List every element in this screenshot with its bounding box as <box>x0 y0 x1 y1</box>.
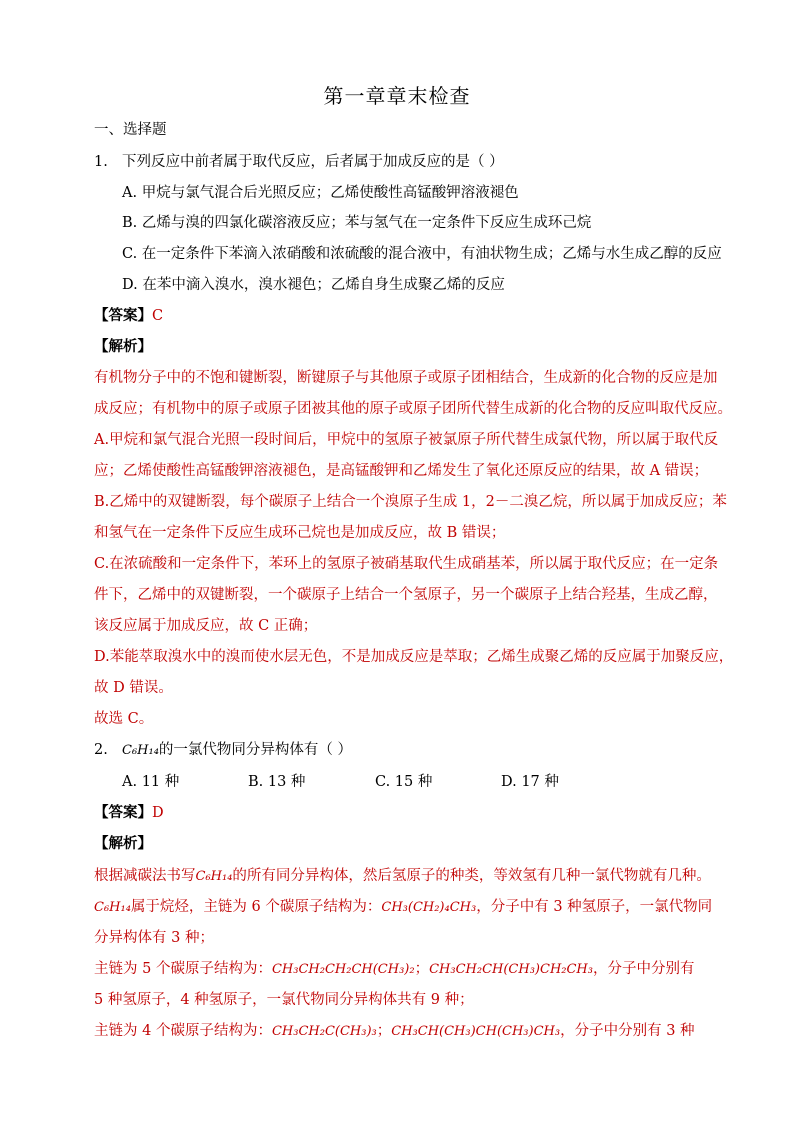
answer-value: C <box>152 308 164 324</box>
analysis-line: B.乙烯中的双键断裂，每个碳原子上结合一个溴原子生成 1，2－二溴乙烷，所以属于加成反应；苯 <box>94 494 727 510</box>
answer-value: D <box>152 805 164 821</box>
question-number: 1. <box>94 154 108 170</box>
option-c: C. 15 种 <box>375 774 433 790</box>
analysis-line: 主链为 4 个碳原子结构为：CH₃CH₂C(CH₃)₃；CH₃CH(CH₃)CH(CH₃)CH₃，分子中分别有 3 种 <box>94 1023 695 1039</box>
option-c: C. 在一定条件下苯滴入浓硝酸和浓硫酸的混合液中，有油状物生成；乙烯与水生成乙醇的反应 <box>122 246 722 262</box>
analysis-line: A.甲烷和氯气混合光照一段时间后，甲烷中的氢原子被氯原子所代替生成氯代物，所以属于取代反 <box>94 432 719 448</box>
answer-line <box>94 803 164 823</box>
formula: C₆H₁₄ <box>195 869 233 884</box>
option-b: B. 13 种 <box>248 774 306 790</box>
formula: CH₃CH₂CH₂CH(CH₃)₂ <box>271 962 415 977</box>
question-stem: 的一氯代物同分异构体有（ ） <box>158 742 353 758</box>
question-2 <box>94 740 352 761</box>
answer-label: 【答案】 <box>94 307 152 324</box>
analysis-line: 该反应属于加成反应，故 C 正确； <box>94 618 318 634</box>
analysis-line: 根据减碳法书写C₆H₁₄的所有同分异构体，然后氢原子的种类，等效氢有几种一氯代物就有几种。 <box>94 868 711 884</box>
analysis-line: 故 D 错误。 <box>94 680 173 696</box>
option-d: D. 在苯中滴入溴水，溴水褪色；乙烯自身生成聚乙烯的反应 <box>122 277 505 293</box>
analysis-line: C₆H₁₄属于烷烃，主链为 6 个碳原子结构为：CH₃(CH₂)₄CH₃，分子中有 3 种氢原子，一氯代物同 <box>94 899 713 915</box>
analysis-line: 5 种氢原子，4 种氢原子，一氯代物同分异构体共有 9 种； <box>94 992 474 1008</box>
section-heading: 一、选择题 <box>94 122 167 138</box>
analysis-line: 和氢气在一定条件下反应生成环己烷也是加成反应，故 B 错误； <box>94 525 506 541</box>
option-b: B. 乙烯与溴的四氯化碳溶液反应；苯与氢气在一定条件下反应生成环己烷 <box>122 215 592 231</box>
question-number: 2. <box>94 742 108 758</box>
formula: CH₃CH₂C(CH₃)₃ <box>271 1024 377 1039</box>
question-stem: 下列反应中前者属于取代反应，后者属于加成反应的是（ ） <box>122 154 504 170</box>
formula: CH₃CH₂CH(CH₃)CH₂CH₃ <box>429 962 593 977</box>
analysis-line: 成反应；有机物中的原子或原子团被其他的原子或原子团所代替生成新的化合物的反应叫取代反应。 <box>94 401 732 417</box>
analysis-line: 有机物分子中的不饱和键断裂，断键原子与其他原子或原子团相结合，生成新的化合物的反应是加 <box>94 370 718 386</box>
analysis-label: 【解析】 <box>94 835 152 852</box>
option-a: A. 11 种 <box>122 774 180 790</box>
option-d: D. 17 种 <box>501 774 559 790</box>
formula: CH₃CH(CH₃)CH(CH₃)CH₃ <box>391 1024 561 1039</box>
answer-line <box>94 306 163 326</box>
option-a: A. 甲烷与氯气混合后光照反应；乙烯使酸性高锰酸钾溶液褪色 <box>122 185 519 201</box>
formula: C₆H₁₄ <box>122 743 159 758</box>
formula: CH₃(CH₂)₄CH₃ <box>381 900 477 915</box>
analysis-line: 应；乙烯使酸性高锰酸钾溶液褪色，是高锰酸钾和乙烯发生了氧化还原反应的结果，故 A 错误； <box>94 463 709 479</box>
analysis-label: 【解析】 <box>94 338 152 355</box>
conclusion-line: 故选 C。 <box>94 711 154 727</box>
question-1 <box>94 152 504 172</box>
analysis-line: 主链为 5 个碳原子结构为：CH₃CH₂CH₂CH(CH₃)₂；CH₃CH₂CH(CH₃)CH₂CH₃，分子中分别有 <box>94 961 695 977</box>
analysis-line: D.苯能萃取溴水中的溴而使水层无色，不是加成反应是萃取；乙烯生成聚乙烯的反应属于加聚反应， <box>94 649 734 665</box>
analysis-line: 件下，乙烯中的双键断裂，一个碳原子上结合一个氢原子，另一个碳原子上结合羟基，生成乙醇， <box>94 587 718 603</box>
page-title: 第一章章末检查 <box>323 84 471 108</box>
analysis-line: 分异构体有 3 种； <box>94 930 214 946</box>
answer-label: 【答案】 <box>94 804 152 821</box>
formula: C₆H₁₄ <box>94 900 131 915</box>
analysis-line: C.在浓硫酸和一定条件下，苯环上的氢原子被硝基取代生成硝基苯，所以属于取代反应；在一定条 <box>94 556 719 572</box>
